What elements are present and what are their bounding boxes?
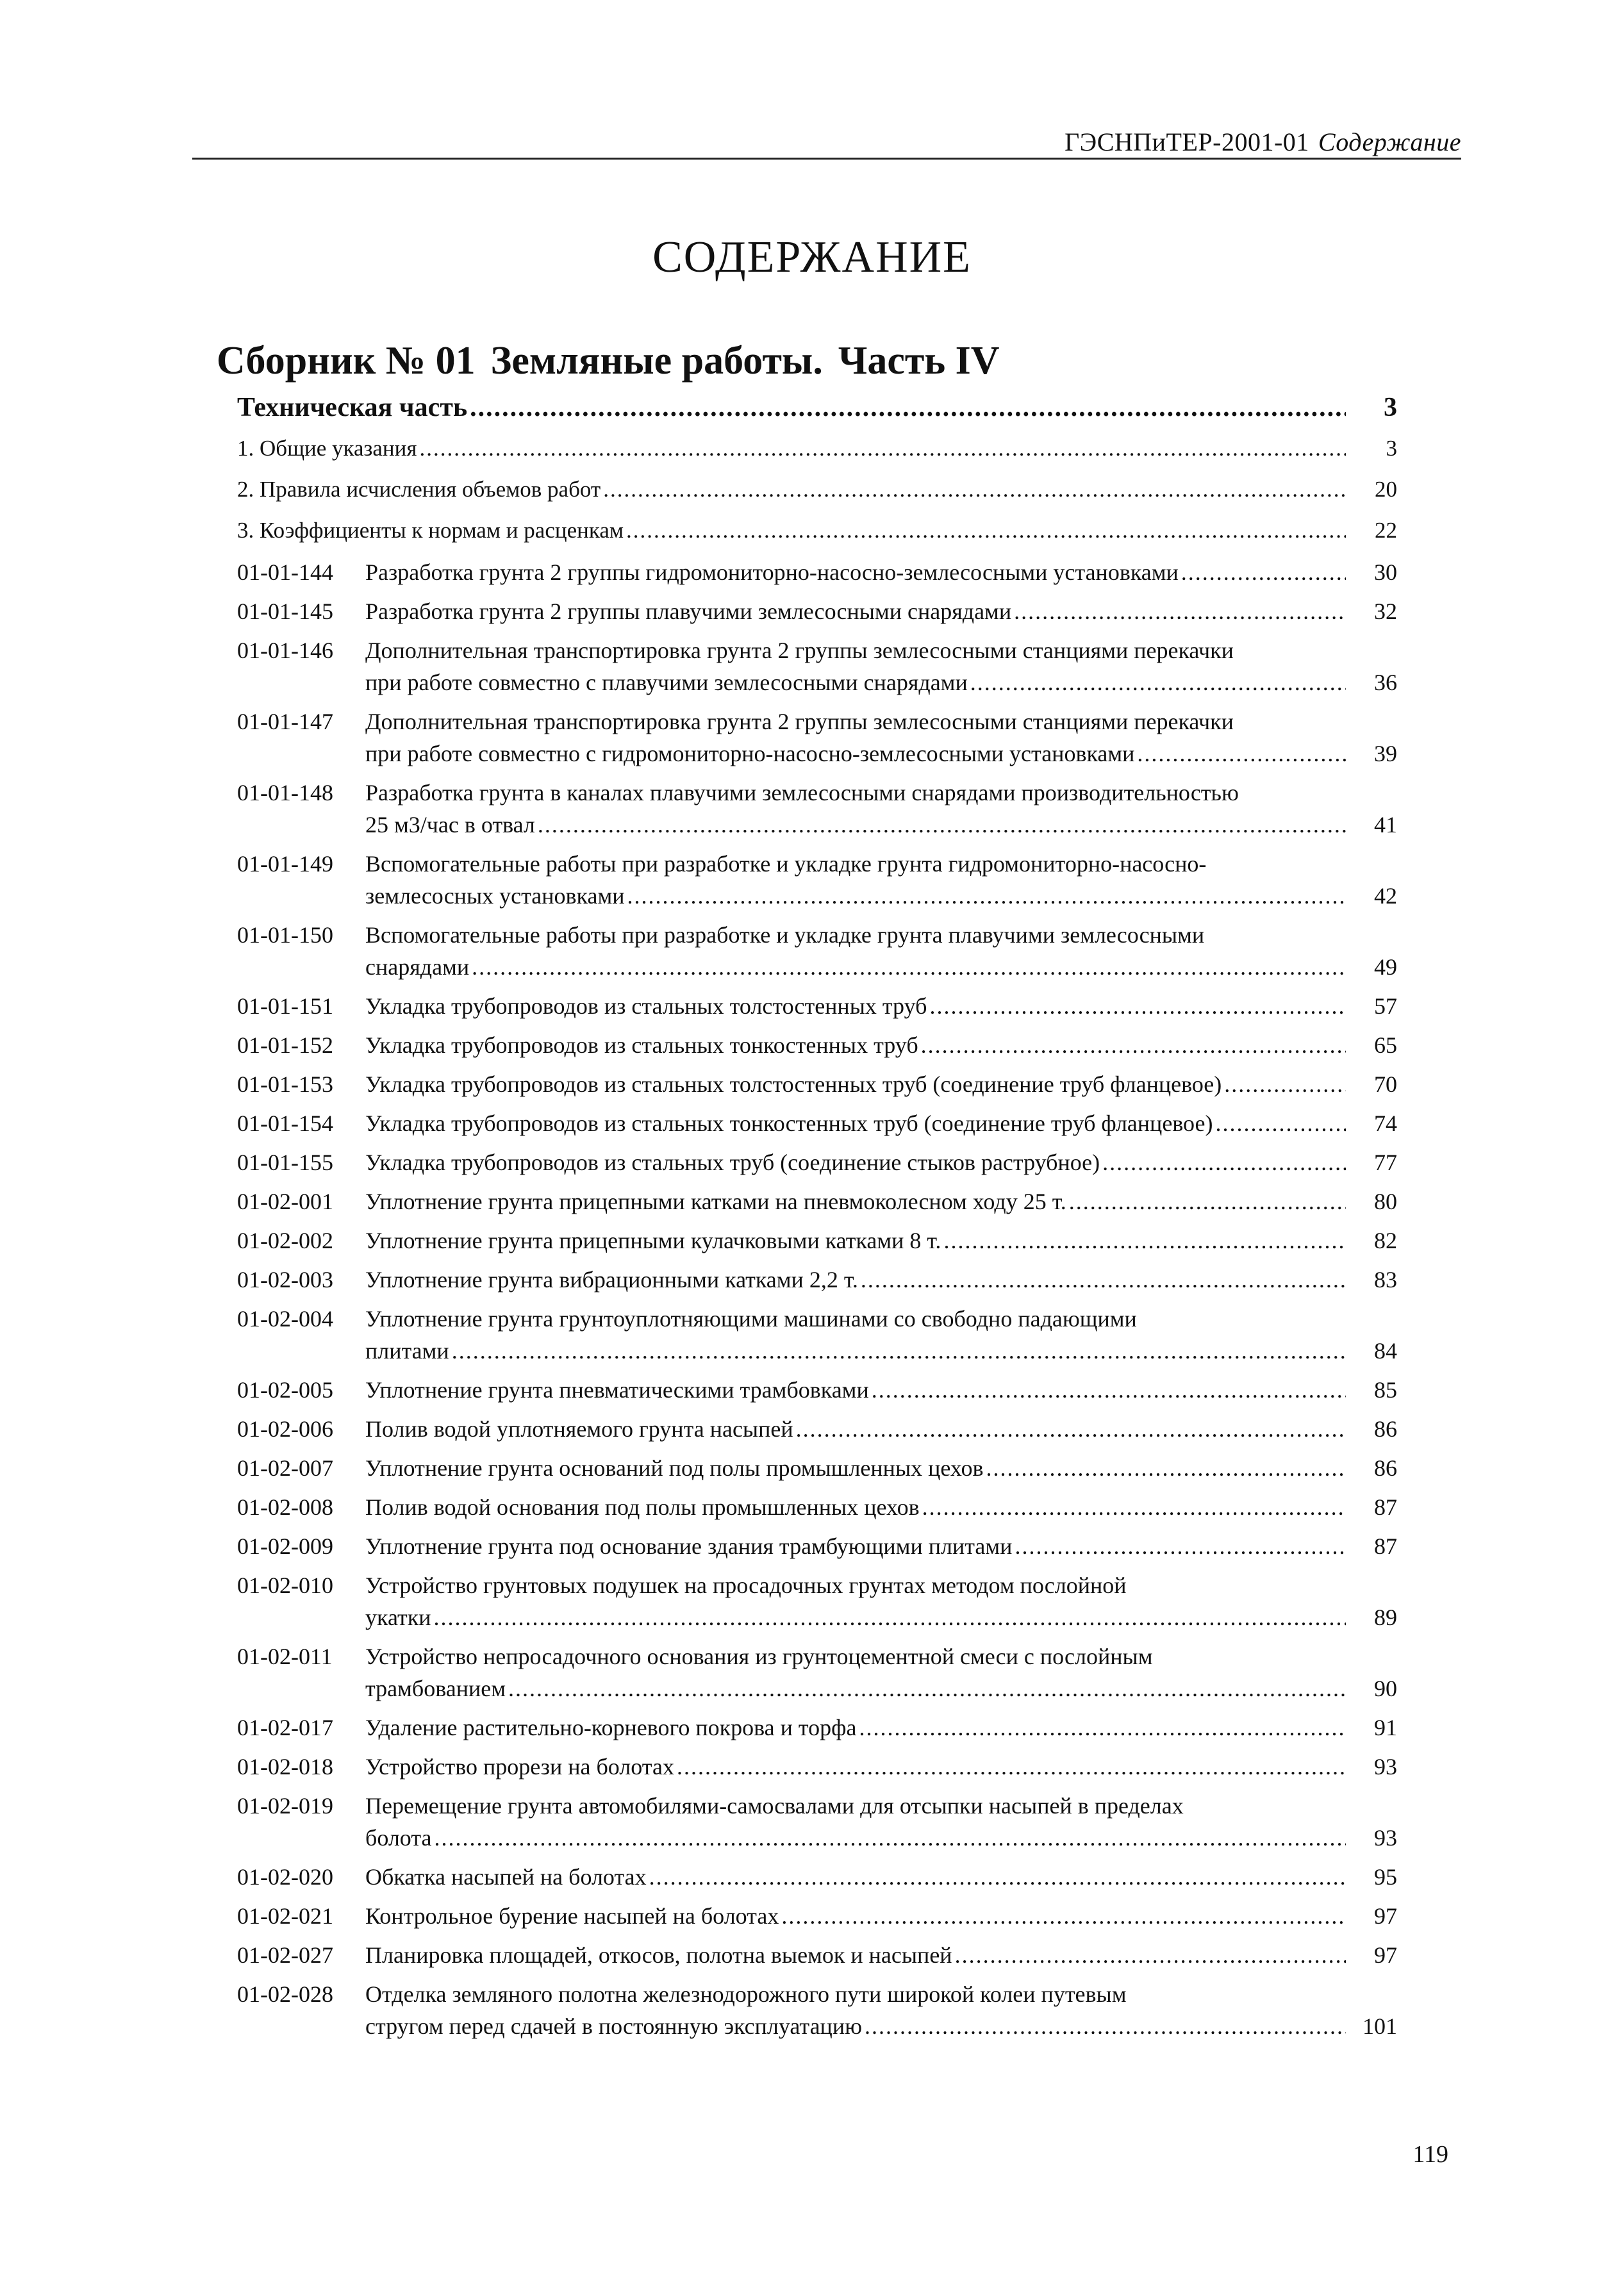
collection-label: Сборник № 01 — [217, 339, 476, 383]
toc-item-text: Укладка трубопроводов из стальных тонкостенных труб — [365, 1032, 918, 1058]
toc-entry-label: 1. Общие указания — [237, 436, 417, 461]
toc-item[interactable] — [237, 1110, 1397, 1149]
toc-item-text: Разработка грунта в каналах плавучими землесосными снарядами производительностью — [365, 780, 1239, 805]
toc-item-text: укатки — [365, 1605, 431, 1630]
toc-entry-body — [237, 518, 1397, 550]
toc-item[interactable] — [237, 1149, 1397, 1188]
dot-leader — [677, 1753, 1346, 1780]
toc-general-entry[interactable] — [237, 518, 1397, 559]
toc-page-number: 42 — [1374, 883, 1397, 909]
toc-page-number: 74 — [1374, 1111, 1397, 1136]
toc-item-code: 01-01-146 — [237, 638, 333, 663]
toc-item-code: 01-01-154 — [237, 1111, 333, 1136]
toc-item-line — [365, 1455, 1346, 1487]
toc-item-text: плитами — [365, 1338, 449, 1364]
dot-leader — [433, 1604, 1346, 1631]
dot-leader — [865, 2013, 1346, 2040]
toc-item-line — [365, 779, 1346, 811]
toc-item[interactable] — [237, 1981, 1397, 2052]
toc-item-line — [365, 1337, 1346, 1369]
toc-item-line — [365, 954, 1346, 986]
toc-item-text: Уплотнение грунта пневматическими трамбовками — [365, 1377, 869, 1403]
toc-item[interactable] — [237, 637, 1397, 708]
toc-item-body — [365, 637, 1397, 701]
toc-item-line — [365, 1863, 1346, 1895]
toc-item-code: 01-02-010 — [237, 1573, 333, 1598]
dot-leader — [859, 1714, 1346, 1741]
toc-item-line — [365, 1604, 1346, 1636]
dot-leader — [472, 954, 1346, 980]
toc-page-number: 89 — [1374, 1605, 1397, 1630]
toc-page-number: 77 — [1374, 1150, 1397, 1175]
toc-item-code: 01-02-009 — [237, 1533, 333, 1559]
toc-item-line — [365, 1792, 1346, 1824]
dot-leader — [1137, 740, 1346, 767]
dot-leader — [1102, 1149, 1346, 1176]
toc-page-number: 93 — [1374, 1754, 1397, 1780]
dot-leader — [1215, 1110, 1346, 1137]
dot-leader — [434, 1824, 1346, 1851]
toc-general-entry[interactable] — [237, 436, 1397, 477]
toc-item-text: Укладка трубопроводов из стальных толстостенных труб — [365, 993, 927, 1019]
header-section: Содержание — [1318, 128, 1461, 156]
toc-item-line — [365, 921, 1346, 954]
toc-item-code: 01-02-004 — [237, 1306, 333, 1332]
toc-page-number: 91 — [1374, 1715, 1397, 1740]
toc-item-text: Уплотнение грунта грунтоуплотняющими машинами со свободно падающими — [365, 1306, 1137, 1332]
toc-item[interactable] — [237, 1753, 1397, 1792]
toc-item-code: 01-01-144 — [237, 559, 333, 585]
toc-item-line — [365, 1376, 1346, 1408]
toc-item[interactable] — [237, 1032, 1397, 1071]
toc-item[interactable] — [237, 1714, 1397, 1753]
toc-item-body — [365, 708, 1397, 772]
dot-leader — [627, 882, 1346, 909]
toc-item-text: Разработка грунта 2 группы плавучими землесосными снарядами — [365, 599, 1012, 624]
toc-page-number: 3 — [1386, 436, 1397, 461]
toc-page-number: 49 — [1374, 954, 1397, 980]
toc-page-number: 22 — [1375, 518, 1397, 543]
toc-page-number: 57 — [1374, 993, 1397, 1019]
dot-leader — [986, 1455, 1346, 1482]
collection-name: Земляные работы. — [490, 339, 823, 383]
toc-item-line — [365, 669, 1346, 701]
toc-item-text: Контрольное бурение насыпей на болотах — [365, 1903, 779, 1929]
toc-item-text: Вспомогательные работы при разработке и укладке грунта гидромониторно-насосно- — [365, 851, 1207, 877]
toc-item-line — [365, 598, 1346, 630]
toc-item-text: при работе совместно с плавучими землесосными снарядами — [365, 670, 968, 695]
toc-item-line — [365, 1266, 1346, 1298]
header-doc-code: ГЭСНПиТЕР-2001-01 — [1065, 128, 1309, 156]
toc-item-line — [365, 850, 1346, 882]
toc-page-number: 95 — [1374, 1864, 1397, 1890]
toc-item-body — [365, 1376, 1397, 1408]
toc-item-body — [365, 1071, 1397, 1103]
dot-leader — [1224, 1071, 1346, 1098]
toc-item[interactable] — [237, 598, 1397, 637]
page-number: 119 — [1413, 2141, 1448, 2168]
toc-item-body — [365, 1110, 1397, 1142]
toc-item-code: 01-02-021 — [237, 1903, 333, 1929]
toc-item-line — [365, 2013, 1346, 2045]
toc-item-text: Перемещение грунта автомобилями-самосвалами для отсыпки насыпей в пределах — [365, 1793, 1184, 1819]
toc-item-line — [365, 1675, 1346, 1707]
toc-item-code: 01-02-002 — [237, 1228, 333, 1253]
toc-item-body — [365, 1981, 1397, 2045]
toc-item[interactable] — [237, 1494, 1397, 1533]
toc-item-line — [365, 1149, 1346, 1181]
toc-item-text: Уплотнение грунта прицепными кулачковыми катками 8 т. — [365, 1228, 941, 1253]
toc-item-text: Планировка площадей, откосов, полотна выемок и насыпей — [365, 1942, 952, 1968]
toc-item-line — [365, 993, 1346, 1025]
toc-item-body — [365, 1572, 1397, 1636]
toc-item-text: Обкатка насыпей на болотах — [365, 1864, 647, 1890]
toc-item[interactable] — [237, 921, 1397, 993]
toc-item-body — [365, 1903, 1397, 1935]
dot-leader — [538, 811, 1346, 838]
toc-item-line — [365, 1032, 1346, 1064]
dot-leader — [508, 1675, 1346, 1702]
toc-item-code: 01-02-008 — [237, 1494, 333, 1520]
dot-leader — [649, 1863, 1346, 1890]
toc-item-line — [365, 708, 1346, 740]
toc-item-line — [365, 811, 1346, 843]
toc-item[interactable] — [237, 1376, 1397, 1416]
toc-item[interactable] — [237, 1188, 1397, 1227]
toc-item-code: 01-02-006 — [237, 1416, 333, 1442]
toc-page-number: 85 — [1374, 1377, 1397, 1403]
toc-item-code: 01-02-001 — [237, 1189, 333, 1214]
toc-item-line — [365, 559, 1346, 591]
toc-item-body — [365, 1942, 1397, 1974]
toc-item-body — [365, 993, 1397, 1025]
toc-page-number: 30 — [1374, 559, 1397, 585]
toc-technical-label: Техническая часть — [237, 393, 468, 422]
toc-item-body — [365, 1227, 1397, 1259]
dot-leader — [1015, 1533, 1346, 1560]
toc-item-text: трамбованием — [365, 1676, 506, 1701]
toc-item-body — [365, 1792, 1397, 1856]
toc-entry-line — [237, 477, 1346, 509]
toc-item-code: 01-01-155 — [237, 1150, 333, 1175]
toc-item-code: 01-02-017 — [237, 1715, 333, 1740]
toc-item-line — [365, 1981, 1346, 2013]
toc-item-body — [365, 1032, 1397, 1064]
toc-item-code: 01-01-150 — [237, 922, 333, 948]
toc-page-number: 87 — [1374, 1533, 1397, 1559]
toc-item-body — [365, 1643, 1397, 1707]
toc-item-body — [365, 1188, 1397, 1220]
toc-item[interactable] — [237, 1266, 1397, 1305]
toc-entry-line — [237, 436, 1346, 468]
toc-entry-line — [237, 518, 1346, 550]
toc-item-text: Укладка трубопроводов из стальных тонкостенных труб (соединение труб фланцевое) — [365, 1111, 1213, 1136]
dot-leader — [921, 1032, 1346, 1059]
dot-leader — [419, 436, 1346, 461]
toc-item-code: 01-02-027 — [237, 1942, 333, 1968]
toc-item-text: Уплотнение грунта оснований под полы промышленных цехов — [365, 1455, 984, 1481]
dot-leader — [603, 477, 1346, 502]
toc-item[interactable] — [237, 1227, 1397, 1266]
dot-leader — [470, 392, 1346, 423]
dot-leader — [861, 1266, 1346, 1293]
toc-entry-label: 3. Коэффициенты к нормам и расценкам — [237, 518, 624, 543]
toc-item-line — [365, 1903, 1346, 1935]
toc-item-code: 01-02-007 — [237, 1455, 333, 1481]
toc-item-body — [365, 1753, 1397, 1785]
toc-item-code: 01-02-020 — [237, 1864, 333, 1890]
toc-page-number: 80 — [1374, 1189, 1397, 1214]
toc-item-body — [365, 559, 1397, 591]
toc-item-code: 01-01-147 — [237, 709, 333, 734]
dot-leader — [922, 1494, 1346, 1521]
toc-item[interactable] — [237, 779, 1397, 850]
dot-leader — [970, 669, 1346, 696]
toc-item[interactable] — [237, 1942, 1397, 1981]
toc-item-line — [365, 1071, 1346, 1103]
toc-item-line — [365, 1942, 1346, 1974]
toc-item-code: 01-01-148 — [237, 780, 333, 805]
toc-item-line — [365, 1714, 1346, 1746]
toc-page-number: 82 — [1374, 1228, 1397, 1253]
toc-item[interactable] — [237, 708, 1397, 779]
toc-item-text: Отделка земляного полотна железнодорожного пути широкой колеи путевым — [365, 1981, 1127, 2007]
toc-item-body — [365, 598, 1397, 630]
toc-item-code: 01-01-151 — [237, 993, 333, 1019]
toc-general-entry[interactable] — [237, 477, 1397, 518]
toc-item-line — [365, 1416, 1346, 1448]
toc-item-line — [365, 740, 1346, 772]
toc-item[interactable] — [237, 1903, 1397, 1942]
toc-item-code: 01-01-149 — [237, 851, 333, 877]
toc-item-line — [365, 1572, 1346, 1604]
dot-leader — [1014, 598, 1346, 625]
toc-item-body — [365, 850, 1397, 914]
toc-page-number: 84 — [1374, 1338, 1397, 1364]
page-title: СОДЕРЖАНИЕ — [652, 233, 972, 282]
toc-item-code: 01-01-152 — [237, 1032, 333, 1058]
toc-item[interactable] — [237, 850, 1397, 921]
toc-page-number: 93 — [1374, 1825, 1397, 1851]
toc-page-number: 36 — [1374, 670, 1397, 695]
toc-item-text: Устройство прорези на болотах — [365, 1754, 674, 1780]
toc-item-body — [365, 1863, 1397, 1895]
toc-item[interactable] — [237, 1305, 1397, 1376]
dot-leader — [955, 1942, 1346, 1969]
toc-item-code: 01-02-018 — [237, 1754, 333, 1780]
table-of-contents — [237, 392, 1397, 2052]
toc-item-line — [365, 1494, 1346, 1526]
toc-page-number: 3 — [1384, 393, 1397, 422]
toc-page-number: 20 — [1375, 477, 1397, 502]
toc-item-body — [365, 921, 1397, 986]
toc-item-text: стругом перед сдачей в постоянную эксплуатацию — [365, 2013, 862, 2039]
header-rule — [192, 158, 1461, 160]
toc-item-code: 01-02-028 — [237, 1981, 333, 2007]
toc-page-number: 97 — [1374, 1942, 1397, 1968]
toc-page-number: 39 — [1374, 741, 1397, 766]
toc-page-number: 86 — [1374, 1416, 1397, 1442]
toc-item-line — [365, 1110, 1346, 1142]
toc-item-text: Полив водой уплотняемого грунта насыпей — [365, 1416, 793, 1442]
toc-item-body — [365, 1494, 1397, 1526]
toc-technical-part[interactable] — [237, 392, 1397, 436]
toc-item-code: 01-01-153 — [237, 1071, 333, 1097]
toc-item-line — [365, 1753, 1346, 1785]
toc-page-number: 87 — [1374, 1494, 1397, 1520]
toc-item-line — [365, 1643, 1346, 1675]
running-header — [192, 127, 1461, 157]
toc-item-text: Дополнительная транспортировка грунта 2 группы землесосными станциями перекачки — [365, 709, 1234, 734]
toc-item-body — [365, 1305, 1397, 1369]
dot-leader — [796, 1416, 1346, 1442]
dot-leader — [1181, 559, 1346, 586]
toc-item[interactable] — [237, 1455, 1397, 1494]
toc-page-number: 86 — [1374, 1455, 1397, 1481]
toc-item-code: 01-02-019 — [237, 1793, 333, 1819]
toc-item[interactable] — [237, 1572, 1397, 1643]
toc-item[interactable] — [237, 1416, 1397, 1455]
dot-leader — [1069, 1188, 1346, 1215]
toc-page-number: 90 — [1374, 1676, 1397, 1701]
toc-item-body — [365, 1149, 1397, 1181]
toc-item-text: Уплотнение грунта вибрационными катками 2,2 т. — [365, 1267, 858, 1292]
toc-item[interactable] — [237, 559, 1397, 598]
toc-item-text: Уплотнение грунта под основание здания трамбующими плитами — [365, 1533, 1013, 1559]
toc-item-line — [365, 1305, 1346, 1337]
toc-item-text: Устройство грунтовых подушек на просадочных грунтах методом послойной — [365, 1573, 1127, 1598]
collection-heading — [217, 338, 1000, 384]
toc-item-body — [365, 1455, 1397, 1487]
toc-item-code: 01-02-011 — [237, 1644, 333, 1669]
toc-item[interactable] — [237, 1792, 1397, 1863]
dot-leader — [872, 1376, 1346, 1403]
toc-entry-label: 2. Правила исчисления объемов работ — [237, 477, 601, 502]
toc-item-code: 01-01-145 — [237, 599, 333, 624]
toc-item-body — [365, 1416, 1397, 1448]
toc-item-line — [365, 637, 1346, 669]
toc-item[interactable] — [237, 993, 1397, 1032]
toc-page-number: 83 — [1374, 1267, 1397, 1292]
toc-item[interactable] — [237, 1643, 1397, 1714]
toc-item-code: 01-02-003 — [237, 1267, 333, 1292]
toc-item-line — [365, 1227, 1346, 1259]
toc-item-body — [365, 779, 1397, 843]
toc-item-text: Удаление растительно-корневого покрова и торфа — [365, 1715, 857, 1740]
dot-leader — [452, 1337, 1346, 1364]
toc-page-number: 65 — [1374, 1032, 1397, 1058]
toc-item-text: болота — [365, 1825, 432, 1851]
toc-item-text: Укладка трубопроводов из стальных труб (соединение стыков раструбное) — [365, 1150, 1100, 1175]
toc-item-line — [365, 1533, 1346, 1565]
toc-item[interactable] — [237, 1533, 1397, 1572]
dot-leader — [626, 518, 1346, 543]
toc-item-text: Полив водой основания под полы промышленных цехов — [365, 1494, 920, 1520]
toc-item-body — [365, 1533, 1397, 1565]
toc-item-line — [365, 882, 1346, 914]
toc-item-text: снарядами — [365, 954, 470, 980]
toc-item-text: Разработка грунта 2 группы гидромониторно-насосно-землесосными установками — [365, 559, 1179, 585]
toc-page-number: 97 — [1374, 1903, 1397, 1929]
toc-item-line — [365, 1188, 1346, 1220]
toc-item[interactable] — [237, 1863, 1397, 1903]
dot-leader — [929, 993, 1346, 1020]
toc-item-text: 25 м3/час в отвал — [365, 812, 535, 838]
dot-leader — [943, 1227, 1346, 1254]
toc-item-line — [365, 1824, 1346, 1856]
toc-item-text: землесосных установками — [365, 883, 625, 909]
toc-item-text: Устройство непросадочного основания из грунтоцементной смеси с послойным — [365, 1644, 1153, 1669]
toc-page-number: 32 — [1374, 599, 1397, 624]
toc-page-number: 41 — [1374, 812, 1397, 838]
toc-item-text: при работе совместно с гидромониторно-насосно-землесосными установками — [365, 741, 1135, 766]
toc-entry-body — [237, 436, 1397, 468]
toc-item-text: Вспомогательные работы при разработке и укладке грунта плавучими землесосными — [365, 922, 1205, 948]
toc-item[interactable] — [237, 1071, 1397, 1110]
toc-item-text: Укладка трубопроводов из стальных толстостенных труб (соединение труб фланцевое) — [365, 1071, 1222, 1097]
toc-page-number: 101 — [1363, 2013, 1397, 2039]
toc-page-number: 70 — [1374, 1071, 1397, 1097]
collection-part: Часть IV — [838, 339, 1000, 383]
toc-entry-body — [237, 477, 1397, 509]
toc-item-text: Уплотнение грунта прицепными катками на пневмоколесном ходу 25 т. — [365, 1189, 1066, 1214]
dot-leader — [781, 1903, 1346, 1929]
toc-item-text: Дополнительная транспортировка грунта 2 группы землесосными станциями перекачки — [365, 638, 1234, 663]
toc-item-body — [365, 1266, 1397, 1298]
toc-item-code: 01-02-005 — [237, 1377, 333, 1403]
toc-item-body — [365, 1714, 1397, 1746]
